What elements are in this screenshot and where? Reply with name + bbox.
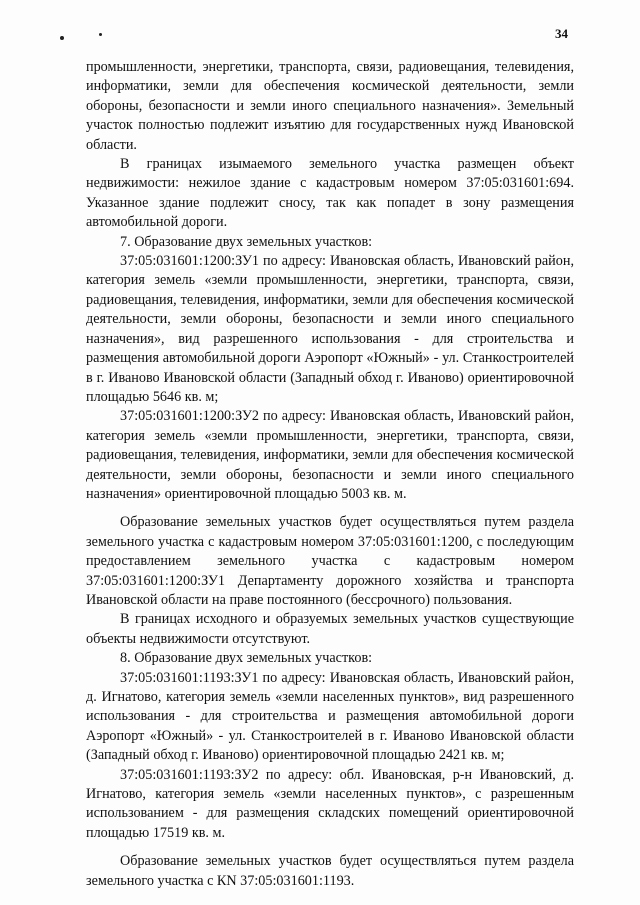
scan-speck (99, 33, 102, 36)
paragraph: 37:05:031601:1200:ЗУ2 по адресу: Ивановская область, Ивановский район, категория земель «земли промышленности, энергетики, транспорта, связи, радиовещания, телевидения, информатики, земли для обеспечения космической деятельности, земли обороны, безопасности и земли иного специального назначения» ориентировочной площадью 5003 кв. м. (86, 408, 574, 502)
paragraph: 37:05:031601:1193:ЗУ2 по адресу: обл. Ивановская, р-н Ивановский, д. Игнатово, категория земель «земли населенных пунктов», с разрешенным использованием - для размещения складских помещений ориентировочной площадью 17519 кв. м. (86, 766, 574, 841)
paragraph: В границах изымаемого земельного участка размещен объект недвижимости: нежилое здание с кадастровым номером 37:05:031601:694. Указанное здание подлежит сносу, так как попадет в зону размещения автомобильной дороги. (86, 156, 574, 231)
page-number: 34 (555, 26, 568, 41)
scan-speck (60, 36, 64, 40)
document-body (86, 58, 574, 891)
paragraph: 37:05:031601:1200:ЗУ1 по адресу: Ивановская область, Ивановский район, категория земель «земли промышленности, энергетики, транспорта, связи, радиовещания, телевидения, информатики, земли для обеспечения космической деятельности, земли обороны, безопасности и земли иного специального назначения», вид разрешенного использования - для строительства и размещения автомобильной дороги Аэропорт «Южный» - ул. Станкостроителей в г. Иваново Ивановской области (Западный обход г. Иваново) ориентировочной площадью 5646 кв. м; (86, 253, 574, 405)
paragraph: Образование земельных участков будет осуществляться путем раздела земельного участка с кадастровым номером 37:05:031601:1200, с последующим предоставлением земельного участка с кадастровым номером 37:05:031601:1200:ЗУ1 Департаменту дорожного хозяйства и транспорта Ивановской области на праве постоянного (бессрочного) пользования. (86, 514, 574, 608)
section-heading: 8. Образование двух земельных участков: (120, 650, 373, 667)
paragraph: 37:05:031601:1193:ЗУ1 по адресу: Ивановская область, Ивановский район, д. Игнатово, категория земель «земли населенных пунктов», вид разрешенного использования - для строительства и размещения автомобильной дороги Аэропорт «Южный» - ул. Станкостроителей в г. Иваново Ивановской области (Западный обход г. Иваново) ориентировочной площадью 2421 кв. м; (86, 669, 574, 764)
section-heading: 7. Образование двух земельных участков: (120, 233, 373, 250)
paragraph: В границах исходного и образуемых земельных участков существующие объекты недвижимости отсутствуют. (86, 611, 574, 647)
paragraph: Образование земельных участков будет осуществляться путем раздела земельного участка с КN 37:05:031601:1193. (86, 853, 574, 889)
paragraph: промышленности, энергетики, транспорта, связи, радиовещания, телевидения, информатики, земли для обеспечения космической деятельности, земли обороны, безопасности и земли иного специального назначения». Земельный участок полностью подлежит изъятию для государственных нужд Ивановской области. (86, 59, 574, 153)
